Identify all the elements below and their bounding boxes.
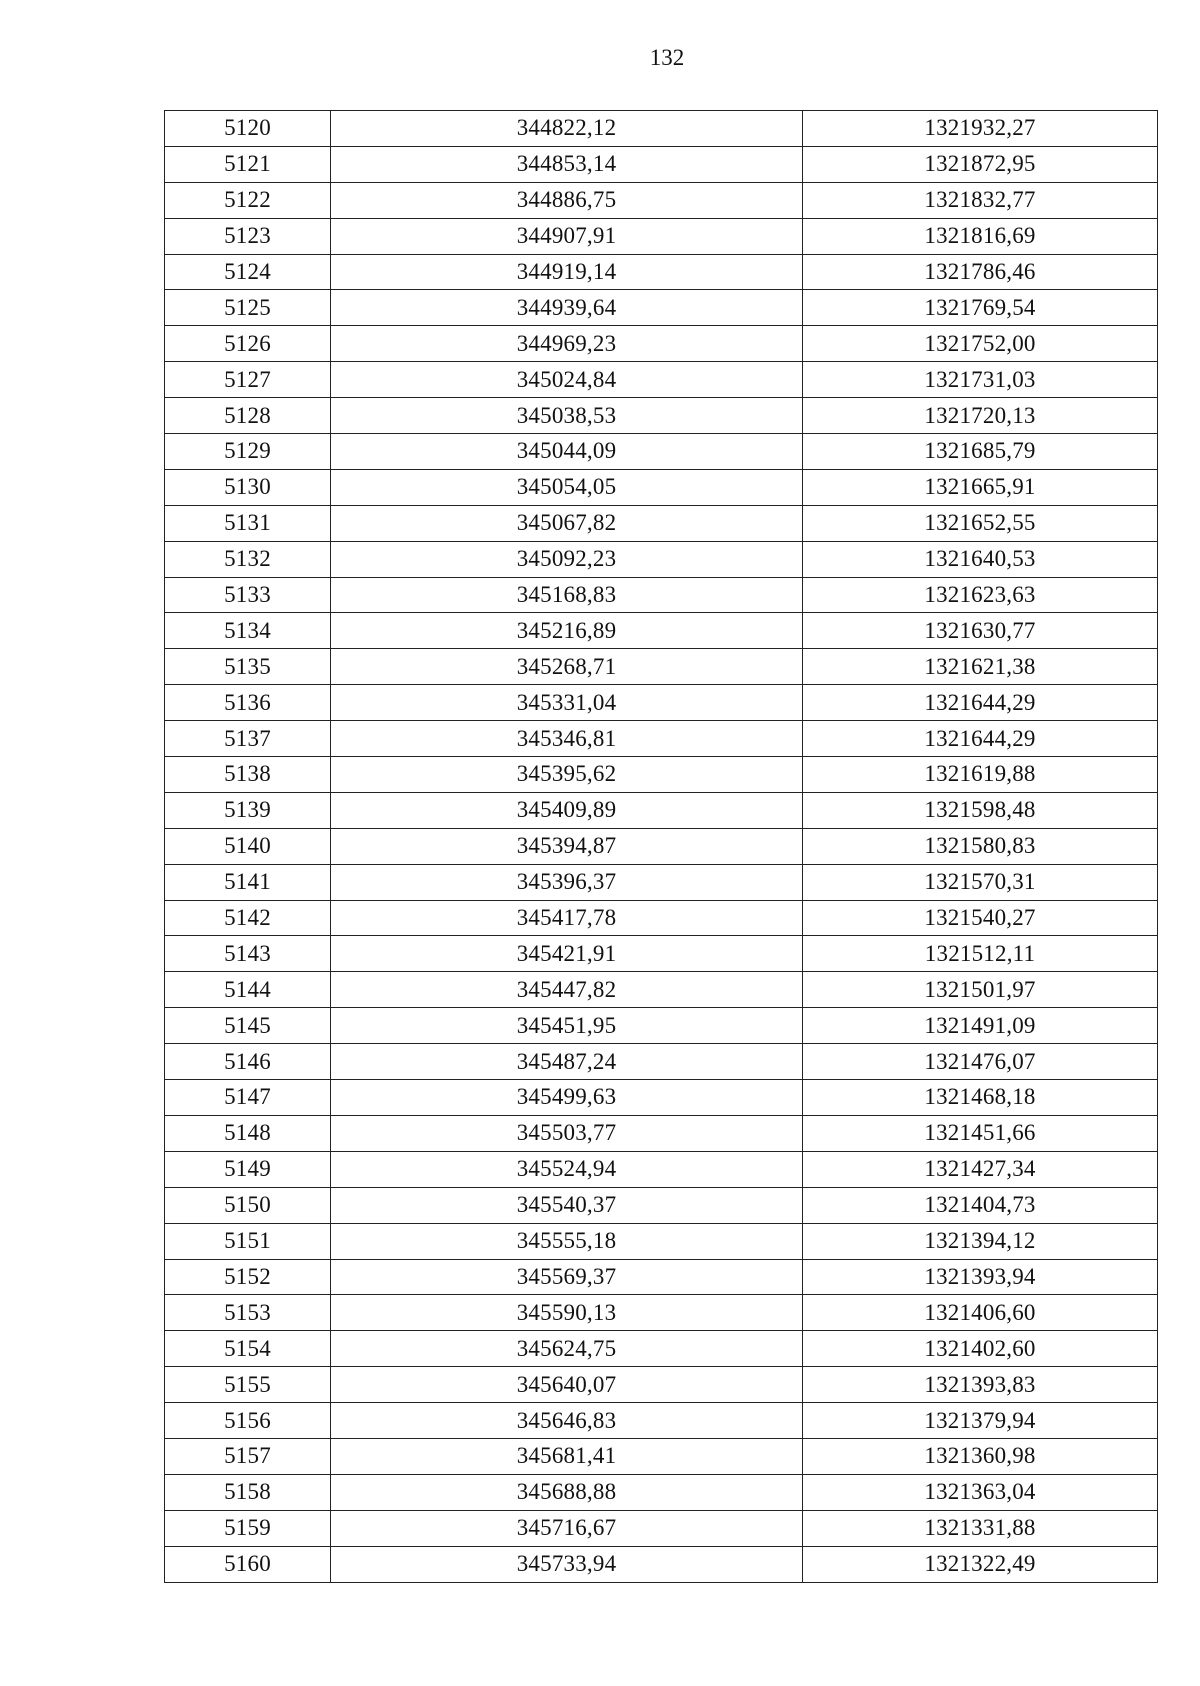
table-row <box>165 1403 1158 1439</box>
x-coordinate-cell: 345038,53 <box>331 398 803 434</box>
x-coordinate-cell: 345346,81 <box>331 721 803 757</box>
table-row <box>165 469 1158 505</box>
x-coordinate-cell: 345646,83 <box>331 1403 803 1439</box>
x-coordinate-cell: 345487,24 <box>331 1044 803 1080</box>
x-coordinate-cell: 345499,63 <box>331 1080 803 1116</box>
coordinates-table <box>164 110 1158 1583</box>
y-coordinate-cell: 1321379,94 <box>803 1403 1158 1439</box>
table-row <box>165 1080 1158 1116</box>
point-number-cell: 5127 <box>165 362 331 398</box>
y-coordinate-cell: 1321731,03 <box>803 362 1158 398</box>
x-coordinate-cell: 345451,95 <box>331 1008 803 1044</box>
point-number-cell: 5130 <box>165 469 331 505</box>
table-row <box>165 1367 1158 1403</box>
y-coordinate-cell: 1321512,11 <box>803 936 1158 972</box>
point-number-cell: 5150 <box>165 1187 331 1223</box>
x-coordinate-cell: 345555,18 <box>331 1223 803 1259</box>
y-coordinate-cell: 1321832,77 <box>803 182 1158 218</box>
x-coordinate-cell: 344886,75 <box>331 182 803 218</box>
y-coordinate-cell: 1321752,00 <box>803 326 1158 362</box>
point-number-cell: 5136 <box>165 685 331 721</box>
y-coordinate-cell: 1321501,97 <box>803 972 1158 1008</box>
table-row <box>165 1438 1158 1474</box>
y-coordinate-cell: 1321872,95 <box>803 146 1158 182</box>
page-number: 132 <box>649 45 685 70</box>
x-coordinate-cell: 345540,37 <box>331 1187 803 1223</box>
point-number-cell: 5143 <box>165 936 331 972</box>
x-coordinate-cell: 345417,78 <box>331 900 803 936</box>
table-row <box>165 326 1158 362</box>
y-coordinate-cell: 1321720,13 <box>803 398 1158 434</box>
point-number-cell: 5159 <box>165 1510 331 1546</box>
x-coordinate-cell: 345168,83 <box>331 577 803 613</box>
table-row <box>165 936 1158 972</box>
table-row <box>165 505 1158 541</box>
table-row <box>165 685 1158 721</box>
x-coordinate-cell: 345054,05 <box>331 469 803 505</box>
table-row <box>165 900 1158 936</box>
point-number-cell: 5156 <box>165 1403 331 1439</box>
y-coordinate-cell: 1321685,79 <box>803 434 1158 470</box>
point-number-cell: 5152 <box>165 1259 331 1295</box>
y-coordinate-cell: 1321623,63 <box>803 577 1158 613</box>
y-coordinate-cell: 1321580,83 <box>803 828 1158 864</box>
table-row <box>165 1044 1158 1080</box>
y-coordinate-cell: 1321331,88 <box>803 1510 1158 1546</box>
point-number-cell: 5131 <box>165 505 331 541</box>
y-coordinate-cell: 1321769,54 <box>803 290 1158 326</box>
point-number-cell: 5121 <box>165 146 331 182</box>
y-coordinate-cell: 1321644,29 <box>803 721 1158 757</box>
x-coordinate-cell: 345524,94 <box>331 1151 803 1187</box>
point-number-cell: 5137 <box>165 721 331 757</box>
x-coordinate-cell: 345092,23 <box>331 541 803 577</box>
table-row <box>165 792 1158 828</box>
coordinates-table-body <box>165 111 1158 1583</box>
y-coordinate-cell: 1321363,04 <box>803 1474 1158 1510</box>
table-row <box>165 1008 1158 1044</box>
x-coordinate-cell: 344822,12 <box>331 111 803 147</box>
point-number-cell: 5147 <box>165 1080 331 1116</box>
x-coordinate-cell: 345216,89 <box>331 613 803 649</box>
table-row <box>165 541 1158 577</box>
point-number-cell: 5138 <box>165 757 331 793</box>
table-row <box>165 577 1158 613</box>
x-coordinate-cell: 345447,82 <box>331 972 803 1008</box>
table-row <box>165 1187 1158 1223</box>
table-row <box>165 434 1158 470</box>
y-coordinate-cell: 1321322,49 <box>803 1546 1158 1582</box>
table-row <box>165 972 1158 1008</box>
table-row <box>165 146 1158 182</box>
y-coordinate-cell: 1321619,88 <box>803 757 1158 793</box>
x-coordinate-cell: 345681,41 <box>331 1438 803 1474</box>
point-number-cell: 5128 <box>165 398 331 434</box>
y-coordinate-cell: 1321816,69 <box>803 218 1158 254</box>
point-number-cell: 5134 <box>165 613 331 649</box>
y-coordinate-cell: 1321540,27 <box>803 900 1158 936</box>
table-row <box>165 1331 1158 1367</box>
y-coordinate-cell: 1321598,48 <box>803 792 1158 828</box>
table-row <box>165 721 1158 757</box>
table-row <box>165 1510 1158 1546</box>
x-coordinate-cell: 345688,88 <box>331 1474 803 1510</box>
y-coordinate-cell: 1321427,34 <box>803 1151 1158 1187</box>
point-number-cell: 5129 <box>165 434 331 470</box>
x-coordinate-cell: 345503,77 <box>331 1115 803 1151</box>
y-coordinate-cell: 1321404,73 <box>803 1187 1158 1223</box>
table-row <box>165 828 1158 864</box>
point-number-cell: 5133 <box>165 577 331 613</box>
table-row <box>165 1474 1158 1510</box>
point-number-cell: 5120 <box>165 111 331 147</box>
point-number-cell: 5132 <box>165 541 331 577</box>
y-coordinate-cell: 1321932,27 <box>803 111 1158 147</box>
point-number-cell: 5141 <box>165 864 331 900</box>
table-row <box>165 1115 1158 1151</box>
y-coordinate-cell: 1321665,91 <box>803 469 1158 505</box>
x-coordinate-cell: 344907,91 <box>331 218 803 254</box>
point-number-cell: 5148 <box>165 1115 331 1151</box>
point-number-cell: 5135 <box>165 649 331 685</box>
point-number-cell: 5146 <box>165 1044 331 1080</box>
table-row <box>165 1259 1158 1295</box>
x-coordinate-cell: 345394,87 <box>331 828 803 864</box>
x-coordinate-cell: 345044,09 <box>331 434 803 470</box>
y-coordinate-cell: 1321451,66 <box>803 1115 1158 1151</box>
point-number-cell: 5151 <box>165 1223 331 1259</box>
y-coordinate-cell: 1321394,12 <box>803 1223 1158 1259</box>
x-coordinate-cell: 345268,71 <box>331 649 803 685</box>
point-number-cell: 5149 <box>165 1151 331 1187</box>
point-number-cell: 5140 <box>165 828 331 864</box>
table-row <box>165 290 1158 326</box>
y-coordinate-cell: 1321640,53 <box>803 541 1158 577</box>
point-number-cell: 5126 <box>165 326 331 362</box>
x-coordinate-cell: 344919,14 <box>331 254 803 290</box>
point-number-cell: 5154 <box>165 1331 331 1367</box>
y-coordinate-cell: 1321786,46 <box>803 254 1158 290</box>
x-coordinate-cell: 345409,89 <box>331 792 803 828</box>
x-coordinate-cell: 345733,94 <box>331 1546 803 1582</box>
x-coordinate-cell: 345421,91 <box>331 936 803 972</box>
table-row <box>165 111 1158 147</box>
table-row <box>165 398 1158 434</box>
y-coordinate-cell: 1321630,77 <box>803 613 1158 649</box>
y-coordinate-cell: 1321393,94 <box>803 1259 1158 1295</box>
point-number-cell: 5123 <box>165 218 331 254</box>
y-coordinate-cell: 1321393,83 <box>803 1367 1158 1403</box>
point-number-cell: 5125 <box>165 290 331 326</box>
point-number-cell: 5157 <box>165 1438 331 1474</box>
y-coordinate-cell: 1321644,29 <box>803 685 1158 721</box>
x-coordinate-cell: 345716,67 <box>331 1510 803 1546</box>
point-number-cell: 5122 <box>165 182 331 218</box>
x-coordinate-cell: 344853,14 <box>331 146 803 182</box>
x-coordinate-cell: 345331,04 <box>331 685 803 721</box>
y-coordinate-cell: 1321402,60 <box>803 1331 1158 1367</box>
point-number-cell: 5145 <box>165 1008 331 1044</box>
point-number-cell: 5142 <box>165 900 331 936</box>
x-coordinate-cell: 344939,64 <box>331 290 803 326</box>
x-coordinate-cell: 345569,37 <box>331 1259 803 1295</box>
point-number-cell: 5153 <box>165 1295 331 1331</box>
y-coordinate-cell: 1321476,07 <box>803 1044 1158 1080</box>
point-number-cell: 5160 <box>165 1546 331 1582</box>
point-number-cell: 5139 <box>165 792 331 828</box>
table-row <box>165 649 1158 685</box>
table-row <box>165 613 1158 649</box>
x-coordinate-cell: 345590,13 <box>331 1295 803 1331</box>
x-coordinate-cell: 345395,62 <box>331 757 803 793</box>
x-coordinate-cell: 345396,37 <box>331 864 803 900</box>
x-coordinate-cell: 344969,23 <box>331 326 803 362</box>
table-row <box>165 757 1158 793</box>
x-coordinate-cell: 345624,75 <box>331 1331 803 1367</box>
table-row <box>165 182 1158 218</box>
point-number-cell: 5155 <box>165 1367 331 1403</box>
table-row <box>165 254 1158 290</box>
y-coordinate-cell: 1321406,60 <box>803 1295 1158 1331</box>
point-number-cell: 5124 <box>165 254 331 290</box>
y-coordinate-cell: 1321621,38 <box>803 649 1158 685</box>
table-row <box>165 218 1158 254</box>
y-coordinate-cell: 1321468,18 <box>803 1080 1158 1116</box>
x-coordinate-cell: 345067,82 <box>331 505 803 541</box>
y-coordinate-cell: 1321570,31 <box>803 864 1158 900</box>
y-coordinate-cell: 1321360,98 <box>803 1438 1158 1474</box>
point-number-cell: 5144 <box>165 972 331 1008</box>
table-row <box>165 1151 1158 1187</box>
table-row <box>165 362 1158 398</box>
x-coordinate-cell: 345024,84 <box>331 362 803 398</box>
point-number-cell: 5158 <box>165 1474 331 1510</box>
table-row <box>165 1223 1158 1259</box>
y-coordinate-cell: 1321652,55 <box>803 505 1158 541</box>
y-coordinate-cell: 1321491,09 <box>803 1008 1158 1044</box>
table-row <box>165 1295 1158 1331</box>
table-row <box>165 864 1158 900</box>
table-row <box>165 1546 1158 1582</box>
x-coordinate-cell: 345640,07 <box>331 1367 803 1403</box>
